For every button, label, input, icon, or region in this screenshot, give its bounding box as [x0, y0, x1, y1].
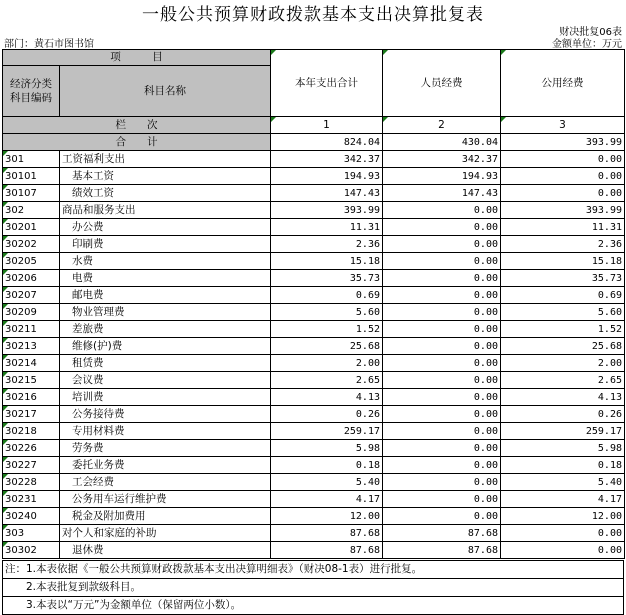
row-personnel: 87.68 [383, 525, 501, 542]
row-name: 公务用车运行维护费 [60, 491, 271, 508]
row-personnel: 0.00 [383, 219, 501, 236]
table-row [3, 253, 625, 270]
header-public: 公用经费 [501, 50, 625, 117]
row-name: 劳务费 [60, 440, 271, 457]
row-personnel: 0.00 [383, 389, 501, 406]
row-total: 259.17 [271, 423, 383, 440]
row-code: 30228 [3, 474, 60, 491]
row-total: 342.37 [271, 151, 383, 168]
row-code: 30209 [3, 304, 60, 321]
row-public: 393.99 [501, 202, 625, 219]
row-code: 303 [3, 525, 60, 542]
row-code: 30302 [3, 542, 60, 559]
row-public: 0.69 [501, 287, 625, 304]
row-public: 0.00 [501, 525, 625, 542]
department: 部门：黄石市图书馆 [4, 39, 94, 50]
row-code: 30240 [3, 508, 60, 525]
row-total: 4.17 [271, 491, 383, 508]
row-total: 5.98 [271, 440, 383, 457]
table-row [3, 508, 625, 525]
header-item: 项 目 [3, 50, 271, 66]
row-code: 30201 [3, 219, 60, 236]
table-row [3, 406, 625, 423]
row-code: 30231 [3, 491, 60, 508]
row-personnel: 0.00 [383, 253, 501, 270]
row-personnel: 0.00 [383, 287, 501, 304]
table-row [3, 525, 625, 542]
sum-personnel: 430.04 [383, 134, 501, 151]
row-total: 194.93 [271, 168, 383, 185]
row-public: 0.00 [501, 168, 625, 185]
row-personnel: 194.93 [383, 168, 501, 185]
header-class-code: 经济分类 科目编码 [3, 66, 60, 117]
row-name: 印刷费 [60, 236, 271, 253]
row-name: 租赁费 [60, 355, 271, 372]
row-name: 委托业务费 [60, 457, 271, 474]
row-public: 5.98 [501, 440, 625, 457]
row-total: 2.36 [271, 236, 383, 253]
row-code: 30216 [3, 389, 60, 406]
row-public: 5.40 [501, 474, 625, 491]
table-row [3, 304, 625, 321]
table-row [3, 168, 625, 185]
row-personnel: 0.00 [383, 474, 501, 491]
row-personnel: 0.00 [383, 508, 501, 525]
table-row [3, 236, 625, 253]
row-total: 4.13 [271, 389, 383, 406]
row-total: 0.18 [271, 457, 383, 474]
table-row [3, 474, 625, 491]
row-public: 2.36 [501, 236, 625, 253]
row-name: 商品和服务支出 [60, 202, 271, 219]
row-total: 147.43 [271, 185, 383, 202]
row-personnel: 0.00 [383, 202, 501, 219]
row-total: 2.00 [271, 355, 383, 372]
row-personnel: 0.00 [383, 355, 501, 372]
table-row [3, 491, 625, 508]
table-row [3, 287, 625, 304]
table-row [3, 423, 625, 440]
row-name: 工会经费 [60, 474, 271, 491]
row-total: 12.00 [271, 508, 383, 525]
row-name: 对个人和家庭的补助 [60, 525, 271, 542]
row-total: 25.68 [271, 338, 383, 355]
row-name: 电费 [60, 270, 271, 287]
note-line: 注：1.本表依据《一般公共预算财政拨款基本支出决算明细表》（财决08-1表）进行批复。 [2, 560, 624, 579]
column-label: 栏 次 [3, 117, 271, 134]
column-number-2: 2 [383, 117, 501, 134]
row-name: 差旅费 [60, 321, 271, 338]
row-total: 11.31 [271, 219, 383, 236]
row-personnel: 0.00 [383, 457, 501, 474]
row-public: 0.26 [501, 406, 625, 423]
row-code: 30207 [3, 287, 60, 304]
row-total: 87.68 [271, 542, 383, 559]
notes [2, 560, 624, 615]
table-row [3, 542, 625, 559]
table-row [3, 355, 625, 372]
row-code: 30214 [3, 355, 60, 372]
row-name: 税金及附加费用 [60, 508, 271, 525]
row-total: 5.40 [271, 474, 383, 491]
row-total: 1.52 [271, 321, 383, 338]
row-code: 30101 [3, 168, 60, 185]
row-name: 物业管理费 [60, 304, 271, 321]
row-public: 5.60 [501, 304, 625, 321]
table-row [3, 202, 625, 219]
form-id: 财决批复06表 [559, 27, 622, 38]
row-code: 30206 [3, 270, 60, 287]
row-personnel: 0.00 [383, 236, 501, 253]
row-total: 2.65 [271, 372, 383, 389]
row-public: 0.00 [501, 185, 625, 202]
row-personnel: 147.43 [383, 185, 501, 202]
row-public: 2.00 [501, 355, 625, 372]
row-public: 15.18 [501, 253, 625, 270]
row-personnel: 0.00 [383, 423, 501, 440]
budget-table [2, 49, 625, 559]
row-public: 35.73 [501, 270, 625, 287]
row-name: 会议费 [60, 372, 271, 389]
row-personnel: 0.00 [383, 491, 501, 508]
row-total: 15.18 [271, 253, 383, 270]
row-public: 4.13 [501, 389, 625, 406]
row-name: 培训费 [60, 389, 271, 406]
row-personnel: 0.00 [383, 372, 501, 389]
row-code: 30227 [3, 457, 60, 474]
row-code: 30205 [3, 253, 60, 270]
header-personnel: 人员经费 [383, 50, 501, 117]
header-subject-name: 科目名称 [60, 66, 271, 117]
note-line: 2.本表批复到款级科目。 [2, 579, 624, 597]
sum-public: 393.99 [501, 134, 625, 151]
row-public: 259.17 [501, 423, 625, 440]
row-personnel: 0.00 [383, 338, 501, 355]
row-personnel: 0.00 [383, 304, 501, 321]
row-code: 302 [3, 202, 60, 219]
row-code: 30211 [3, 321, 60, 338]
row-total: 393.99 [271, 202, 383, 219]
row-code: 301 [3, 151, 60, 168]
table-row [3, 338, 625, 355]
table-row [3, 321, 625, 338]
column-number-1: 1 [271, 117, 383, 134]
table-row [3, 440, 625, 457]
amount-unit: 金额单位：万元 [552, 39, 622, 50]
sum-label: 合 计 [3, 134, 271, 151]
row-total: 0.26 [271, 406, 383, 423]
row-name: 绩效工资 [60, 185, 271, 202]
row-code: 30217 [3, 406, 60, 423]
row-public: 2.65 [501, 372, 625, 389]
row-personnel: 342.37 [383, 151, 501, 168]
row-code: 30213 [3, 338, 60, 355]
row-total: 5.60 [271, 304, 383, 321]
row-public: 12.00 [501, 508, 625, 525]
row-name: 工资福利支出 [60, 151, 271, 168]
table-row [3, 372, 625, 389]
row-name: 退休费 [60, 542, 271, 559]
column-number-3: 3 [501, 117, 625, 134]
row-public: 0.00 [501, 151, 625, 168]
row-name: 水费 [60, 253, 271, 270]
row-name: 公务接待费 [60, 406, 271, 423]
row-public: 0.00 [501, 542, 625, 559]
row-code: 30107 [3, 185, 60, 202]
row-total: 0.69 [271, 287, 383, 304]
row-personnel: 0.00 [383, 440, 501, 457]
row-code: 30202 [3, 236, 60, 253]
row-code: 30218 [3, 423, 60, 440]
page-title: 一般公共预算财政拨款基本支出决算批复表 [142, 5, 484, 25]
sum-total: 824.04 [271, 134, 383, 151]
row-name: 邮电费 [60, 287, 271, 304]
row-total: 87.68 [271, 525, 383, 542]
row-name: 办公费 [60, 219, 271, 236]
table-row [3, 219, 625, 236]
row-code: 30226 [3, 440, 60, 457]
table-row [3, 457, 625, 474]
table-row [3, 151, 625, 168]
row-code: 30215 [3, 372, 60, 389]
row-public: 11.31 [501, 219, 625, 236]
row-personnel: 87.68 [383, 542, 501, 559]
row-personnel: 0.00 [383, 406, 501, 423]
note-line: 3.本表以“万元”为金额单位（保留两位小数）。 [2, 597, 624, 615]
row-public: 1.52 [501, 321, 625, 338]
row-personnel: 0.00 [383, 321, 501, 338]
row-name: 基本工资 [60, 168, 271, 185]
row-personnel: 0.00 [383, 270, 501, 287]
row-public: 0.18 [501, 457, 625, 474]
header-total: 本年支出合计 [271, 50, 383, 117]
row-total: 35.73 [271, 270, 383, 287]
table-row [3, 389, 625, 406]
table-row [3, 185, 625, 202]
row-name: 维修(护)费 [60, 338, 271, 355]
row-name: 专用材料费 [60, 423, 271, 440]
table-row [3, 270, 625, 287]
row-public: 4.17 [501, 491, 625, 508]
row-public: 25.68 [501, 338, 625, 355]
